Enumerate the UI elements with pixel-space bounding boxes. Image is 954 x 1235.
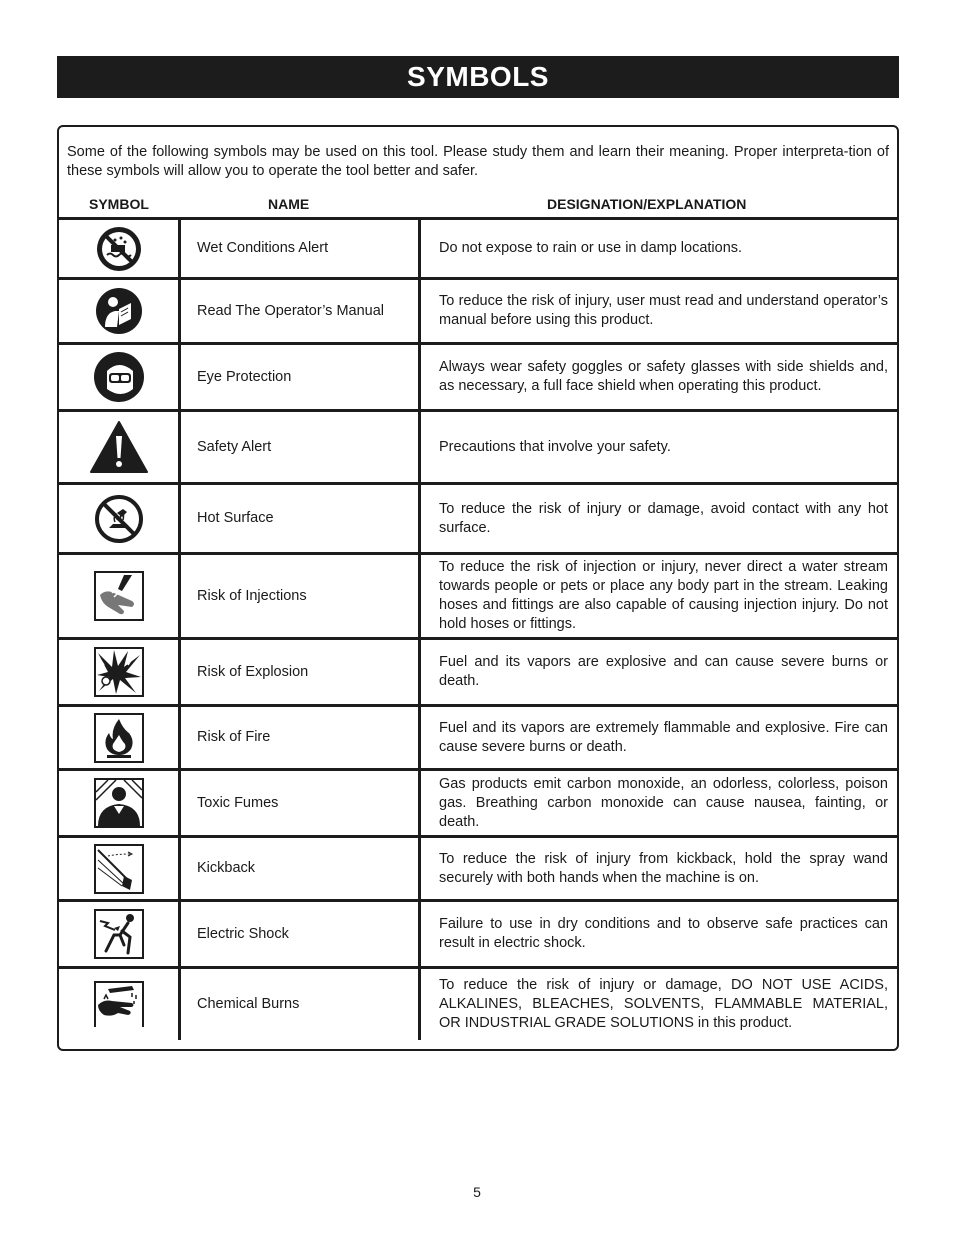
header-name: NAME	[268, 196, 310, 212]
intro-text: Some of the following symbols may be used on this tool. Please study them and learn their meaning. Proper interpreta-tion of these symbols will allow you to operate the tool better and safer.	[67, 144, 889, 179]
row-name: Wet Conditions Alert	[180, 219, 420, 279]
row-explanation: Fuel and its vapors are explosive and can cause severe burns or death.	[420, 639, 898, 706]
table-row	[59, 770, 897, 837]
row-explanation: To reduce the risk of injury or damage, DO NOT USE ACIDS, ALKALINES, BLEACHES, SOLVENTS, FLAMMABLE MATERIAL, OR INDUSTRIAL GRADE SOLUTIONS in this product.	[420, 968, 898, 1040]
safety-alert-icon	[89, 420, 149, 474]
symbols-box	[57, 125, 899, 1051]
table-row	[59, 344, 897, 411]
read-manual-icon	[95, 287, 143, 335]
hot-surface-icon	[95, 495, 143, 543]
injection-icon	[94, 571, 144, 621]
table-row	[59, 901, 897, 968]
row-explanation: Gas products emit carbon monoxide, an odorless, colorless, poison gas. Breathing carbon monoxide can cause nausea, fainting, or death.	[420, 770, 898, 837]
table-row	[59, 279, 897, 344]
row-explanation: To reduce the risk of injury or damage, avoid contact with any hot surface.	[420, 484, 898, 554]
wet-conditions-icon	[95, 225, 143, 273]
row-name: Kickback	[180, 837, 420, 901]
row-name: Electric Shock	[180, 901, 420, 968]
row-explanation: To reduce the risk of injection or injury, never direct a water stream towards people or pets or place any body part in the stream. Leaking hoses and fittings are also capable of causing injection injury. Do not hold hoses or fittings.	[420, 554, 898, 639]
row-name: Hot Surface	[180, 484, 420, 554]
page-number: 5	[473, 1184, 481, 1200]
row-explanation: To reduce the risk of injury from kickback, hold the spray wand securely with both hands when the machine is on.	[420, 837, 898, 901]
kickback-icon	[94, 844, 144, 894]
table-row	[59, 968, 897, 1040]
row-explanation: Always wear safety goggles or safety glasses with side shields and, as necessary, a full face shield when operating this product.	[420, 344, 898, 411]
table-row	[59, 639, 897, 706]
row-explanation: Fuel and its vapors are extremely flammable and explosive. Fire can cause severe burns or death.	[420, 706, 898, 770]
row-name: Chemical Burns	[180, 968, 420, 1040]
row-name: Safety Alert	[180, 411, 420, 484]
row-name: Eye Protection	[180, 344, 420, 411]
row-name: Risk of Injections	[180, 554, 420, 639]
eye-protection-icon	[93, 351, 145, 403]
header-designation: DESIGNATION/EXPLANATION	[547, 196, 747, 212]
explosion-icon	[94, 647, 144, 697]
row-name: Read The Operator’s Manual	[180, 279, 420, 344]
row-explanation: To reduce the risk of injury, user must read and understand operator’s manual before using this product.	[420, 279, 898, 344]
symbols-table	[59, 217, 897, 1040]
row-name: Toxic Fumes	[180, 770, 420, 837]
table-row	[59, 706, 897, 770]
table-row	[59, 219, 897, 279]
chemical-burns-icon	[94, 981, 144, 1027]
row-explanation: Failure to use in dry conditions and to observe safe practices can result in electric shock.	[420, 901, 898, 968]
toxic-fumes-icon	[94, 778, 144, 828]
page-title: SYMBOLS	[407, 61, 549, 92]
row-name: Risk of Explosion	[180, 639, 420, 706]
title-bar	[57, 56, 899, 98]
table-row	[59, 837, 897, 901]
table-row	[59, 484, 897, 554]
row-explanation: Precautions that involve your safety.	[420, 411, 898, 484]
table-row	[59, 411, 897, 484]
table-row	[59, 554, 897, 639]
row-name: Risk of Fire	[180, 706, 420, 770]
fire-icon	[94, 713, 144, 763]
electric-shock-icon	[94, 909, 144, 959]
row-explanation: Do not expose to rain or use in damp locations.	[420, 219, 898, 279]
header-symbol: SYMBOL	[89, 196, 149, 212]
